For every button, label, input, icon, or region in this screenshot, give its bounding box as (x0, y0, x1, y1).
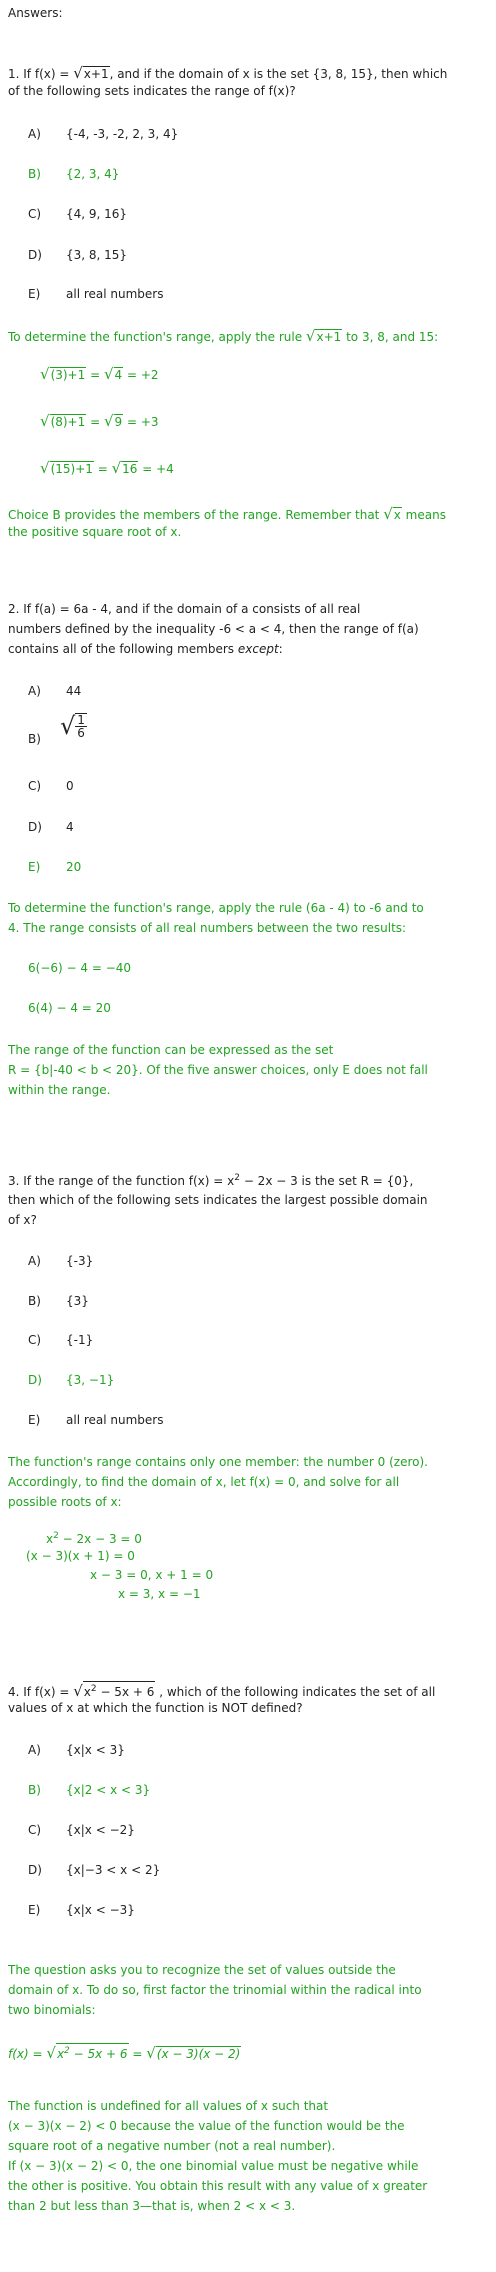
q3-work-line2: (x − 3)(x + 1) = 0 (26, 1549, 135, 1563)
q4-stem-line2: values of x at which the function is NOT defined? (8, 1701, 303, 1715)
q2-calc-1: 6(−6) − 4 = −40 (28, 961, 132, 975)
q3-work-line1: $x^2 - 2x - 3 = 0$ (46, 1531, 142, 1546)
q4-conclusion-line6: than 2 but less than 3—that is, when 2 < x < 3. (8, 2199, 296, 2213)
q1-step-3: √(15)+1 = √16 = +4 (40, 459, 174, 477)
q4-stem-line1: 4. If $f(x) = √x^2 - 5x + 6$ , which of the following indicates the set of all (8, 1682, 436, 1700)
q2-conclusion-line3: within the range. (8, 1083, 111, 1097)
q2-explanation-line2: 4. The range consists of all real numbers between the two results: (8, 921, 407, 935)
q3-explanation-line3: possible roots of x: (8, 1495, 122, 1509)
q2-stem-line3: contains all of the following members except: (8, 642, 283, 656)
q4-explanation-line2: domain of x. To do so, first factor the trinomial within the radical into (8, 1983, 422, 1997)
q2-stem-line1: 2. If f(a) = 6a - 4, and if the domain of a consists of all real (8, 602, 361, 616)
q2-conclusion-line2: R = {b|-40 < b < 20}. Of the five answer choices, only E does not fall (8, 1063, 428, 1077)
q1-stem-line1: 1. If f(x) = √x+1, and if the domain of x is the set {3, 8, 15}, then which (8, 64, 448, 82)
q2-calc-2: 6(4) − 4 = 20 (28, 1001, 111, 1015)
q3-explanation-line1: The function's range contains only one member: the number 0 (zero). (8, 1455, 428, 1469)
q4-conclusion-line5: the other is positive. You obtain this result with any value of x greater (8, 2179, 428, 2193)
sqrt-symbol: √ (305, 327, 316, 345)
q4-explanation-line1: The question asks you to recognize the set of values outside the (8, 1963, 396, 1977)
answers-page: Answers: 1. If f(x) = √x+1, and if the domain of x is the set {3, 8, 15}, then which of the following sets indicates the range of f(x)? A) {-4, -3, -2, 2, 3, 4} B) {2, 3, 4} C) {4, 9, 16} D) {3, 8, 15} E) all real numbers To determine the function's range, apply the rule √x+1 to 3, 8, and 15: √(3)+1 = √4 = +2 √(8)+1 = √9 = +3 √(15)+1 = √16 = +4 Choice B provides the members of the range. Remember that √x means the positive square root of x. 2. If f(a) = 6a - 4, and if the domain of a consists of all real numbers defined by the inequality -6 < a < 4, then the range of f(a) contains all of the following members except: A) 44 B) √ $\frac{1}{6}$ C) 0 D) 4 E) 20 To determine the function's range, apply the rule (6a - 4) to -6 and to 4. The range consists of all real numbers between the two results: 6(−6) − 4 = −40 6(4) − 4 = 20 The range of the function can be expressed as the set R = {b|-40 < b < 20}. Of the five answer choices, only E does not fall within the range. 3. If the range of the function $f(x) = x^2 - 2x - 3$ is the set R = {0}, then which of the following sets indicates the largest possible domain of x? A) {-3} B) {3} C) {-1} D) {3, −1} E) all real numbers The function's range contains only one member: the number 0 (zero). Accordingly, to find the domain of x, let f(x) = 0, and solve for all possible roots of x: $x^2 - 2x - 3 = 0$ (x − 3)(x + 1) = 0 x − 3 = 0, x + 1 = 0 x = 3, x = −1 4. If $f(x) = √x^2 - 5x + 6$ , which of the following indicates the set of all values of x at which the function is NOT defined? A) {x|x < 3} B) {x|2 < x < 3} C) {x|x < −2} D) {x|−3 < x < 2} E) {x|x < −3} The question asks you to recognize the set of values outside the domain of x. To do so, first factor the trinomial within the radical into two binomials: $f(x) = √x^2 - 5x + 6 = √(x - 3)(x - 2)$ The function is undefined for all values of x such that (x − 3)(x − 2) < 0 because the value of the function would be the square root of a negative number (not a real number). If (x − 3)(x − 2) < 0, the one binomial value must be negative while the other is positive. You obtain this result with any value of x greater than 2 but less than 3—that is, when 2 < x < 3. (8, 6, 448, 2213)
answers-header: Answers: (8, 6, 63, 20)
q2-conclusion-line1: The range of the function can be expressed as the set (8, 1043, 334, 1057)
q2-explanation-line1: To determine the function's range, apply the rule (6a - 4) to -6 and to (8, 901, 424, 915)
q1-step-2: √(8)+1 = √9 = +3 (40, 412, 159, 430)
q3-stem-line1: 3. If the range of the function $f(x) = x^2 - 2x - 3$ is the set R = {0}, (8, 1173, 414, 1188)
q3-stem-line2: then which of the following sets indicates the largest possible domain (8, 1193, 428, 1207)
q1-explanation: To determine the function's range, apply the rule √x+1 to 3, 8, and 15: (8, 327, 439, 345)
q1-step-1: √(3)+1 = √4 = +2 (40, 365, 159, 383)
q4-conclusion-line2: (x − 3)(x − 2) < 0 because the value of the function would be the (8, 2119, 405, 2133)
q1-conclusion-line2: the positive square root of x. (8, 525, 182, 539)
q3-work-line4: x = 3, x = −1 (118, 1587, 201, 1601)
q2-stem-line2: numbers defined by the inequality -6 < a < 4, then the range of f(a) (8, 622, 419, 636)
sqrt-symbol: √ (73, 64, 83, 82)
q1-conclusion-line1: Choice B provides the members of the range. Remember that √x means (8, 505, 446, 523)
q4-explanation-line3: two binomials: (8, 2003, 96, 2017)
q1-stem-line2: of the following sets indicates the range of f(x)? (8, 84, 296, 98)
q3-explanation-line2: Accordingly, to find the domain of x, let f(x) = 0, and solve for all (8, 1475, 400, 1489)
q3-stem-line3: of x? (8, 1213, 37, 1227)
q3-work-line3: x − 3 = 0, x + 1 = 0 (90, 1568, 214, 1582)
q4-conclusion-line4: If (x − 3)(x − 2) < 0, the one binomial value must be negative while (8, 2159, 419, 2173)
q4-conclusion-line1: The function is undefined for all values of x such that (8, 2099, 329, 2113)
q4-conclusion-line3: square root of a negative number (not a real number). (8, 2139, 336, 2153)
q4-factored-formula: $f(x) = √x^2 - 5x + 6 = √(x - 3)(x - 2)$ (8, 2044, 241, 2062)
q2-choice-b-sqrt-fraction: √ $\frac{1}{6}$ (60, 712, 85, 740)
